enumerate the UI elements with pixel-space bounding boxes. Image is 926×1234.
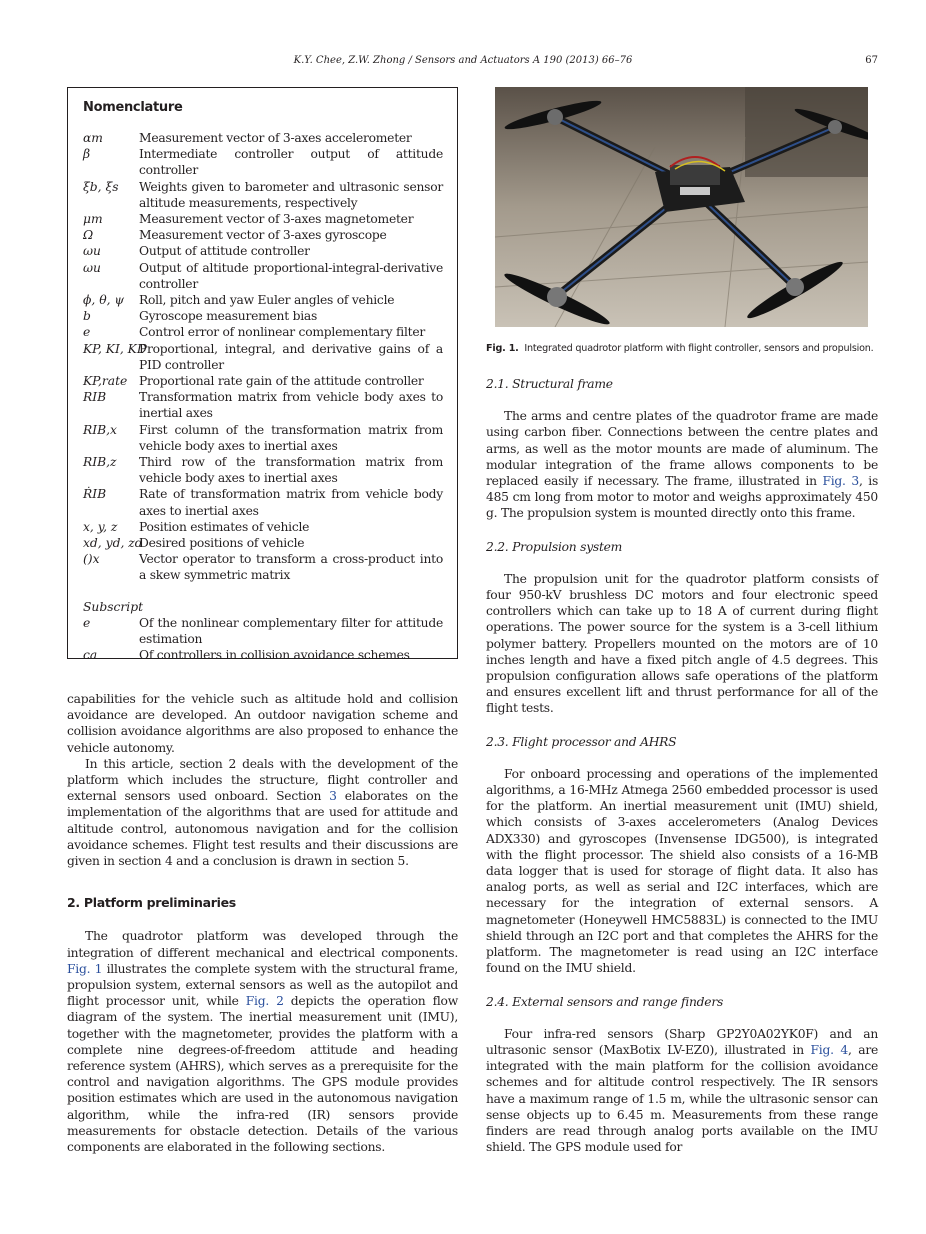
nomenclature-symbol: e — [83, 615, 91, 630]
nomenclature-symbol: ()x — [83, 552, 100, 567]
nomenclature-symbol: e — [83, 325, 91, 340]
subscript-list — [83, 615, 443, 664]
nomenclature-symbol: KP,rate — [83, 374, 128, 389]
paragraph-flight-processor: For onboard processing and operations of the implemented algorithms, a 16-MHz Atmega 2560 embedded processor is used for the platform. An inertial measurement unit (IMU) shield, which consists of 3-axes accelerometers (Analog Devices ADX330) and gyroscopes (Invensense IDG500), is integrated with the flight processor. The shield also consists of a 16-MB data logger that is used for storage of flight data. It also has analog ports, as well as serial and I2C interfaces, which are necessary for the integration of external sensors. A magnetometer (Honeywell HMC5883L) is connected to the IMU shield through an I2C port and that completes the AHRS for the platform. The magnetometer is read using an I2C interface found on the IMU shield. — [486, 766, 878, 976]
nomenclature-entry — [83, 227, 443, 243]
nomenclature-definition: Position estimates of vehicle — [139, 519, 310, 534]
text-run: elaborates on the implementation of the algorithms that are used for attitude and altitude control, autonomous navigation and for the collision avoidance schemes. Flight test results and their discussions are given in section 4 and a conclusion is drawn in section 5. — [67, 789, 458, 869]
subsection-heading: 2.1. Structural frame — [486, 377, 613, 391]
nomenclature-entry — [83, 422, 443, 454]
nomenclature-definition: Of the nonlinear complementary filter for attitude estimation — [139, 615, 443, 647]
paragraph-continuation: capabilities for the vehicle such as altitude hold and collision avoidance are developed. An outdoor navigation scheme and collision avoidance algorithms are also proposed to enhance the vehicle autonomy. — [67, 692, 458, 755]
right-column — [486, 376, 878, 1155]
caption-label: Fig. 1. — [486, 343, 519, 354]
nomenclature-definition: Vector operator to transform a cross-product into a skew symmetric matrix — [139, 552, 443, 583]
running-head-text: K.Y. Chee, Z.W. Zhong / Sensors and Actuators A 190 (2013) 66–76 — [293, 55, 633, 66]
fig4-link[interactable]: Fig. 4 — [810, 1042, 848, 1057]
nomenclature-entry — [83, 146, 443, 178]
nomenclature-definition: Control error of nonlinear complementary filter — [139, 325, 425, 340]
nomenclature-symbol: ωu — [83, 244, 101, 259]
section-heading: 2. Platform preliminaries — [67, 895, 236, 911]
subsection-heading: 2.2. Propulsion system — [486, 539, 623, 554]
nomenclature-entry — [83, 519, 443, 535]
nomenclature-symbol: RIB — [83, 390, 107, 405]
nomenclature-symbol: b — [83, 309, 91, 324]
figure-1-caption — [486, 343, 878, 354]
text-run: The arms and centre plates of the quadrotor frame are made using carbon fiber. Connections between the centre plates and arms, as well as the motor mounts are made of aluminum. The modular integration of the frame allows components to be replaced easily if necessary. The frame, illustrated in — [486, 409, 878, 489]
caption-text: Integrated quadrotor platform with flight controller, sensors and propulsion. — [524, 343, 874, 354]
paragraph-structural-frame — [486, 408, 878, 521]
fig3-link[interactable]: Fig. 3 — [822, 474, 859, 489]
text-run: , is 485 cm long from motor to motor and weighs approximately 450 g. The propulsion system is mounted directly onto this frame. — [486, 474, 879, 521]
paragraph-external-sensors — [486, 1026, 878, 1156]
page-number: 67 — [865, 55, 878, 66]
nomenclature-entry — [83, 179, 443, 211]
paragraph-article-outline — [67, 756, 458, 869]
nomenclature-symbol: αm — [83, 131, 103, 145]
nomenclature-definition: Weights given to barometer and ultrasonic sensor altitude measurements, respectively — [139, 179, 443, 210]
nomenclature-entry — [83, 130, 443, 146]
nomenclature-symbol: ϕ, θ, ψ — [83, 293, 125, 308]
subsection-heading: 2.3. Flight processor and AHRS — [486, 734, 677, 749]
nomenclature-title: Nomenclature — [83, 100, 183, 115]
nomenclature-entry — [83, 389, 443, 421]
nomenclature-definition: First column of the transformation matrix from vehicle body axes to inertial axes — [139, 422, 443, 453]
subscript-title: Subscript — [83, 599, 144, 614]
nomenclature-definition: Output of altitude proportional-integral-derivative controller — [139, 260, 443, 291]
nomenclature-definition: Intermediate controller output of attitude controller — [139, 147, 443, 178]
nomenclature-entry — [83, 211, 443, 227]
nomenclature-symbol: μm — [83, 212, 103, 227]
nomenclature-symbol: RIB,x — [83, 422, 117, 437]
nomenclature-list — [83, 130, 443, 584]
nomenclature-symbol: β — [83, 147, 91, 162]
text-run: The quadrotor platform was developed through the integration of different mechanical and electrical components. — [67, 929, 458, 960]
nomenclature-entry — [83, 243, 443, 259]
paragraph-platform-overview — [67, 928, 458, 1155]
fig1-link[interactable]: Fig. 1 — [67, 961, 103, 976]
quadrotor-photo — [495, 87, 868, 327]
nomenclature-definition: Proportional rate gain of the attitude controller — [139, 374, 424, 389]
left-column — [67, 691, 458, 1155]
nomenclature-definition: Of controllers in collision avoidance schemes — [139, 648, 410, 663]
nomenclature-symbol: KP, KI, KD — [83, 341, 147, 356]
nomenclature-definition: Measurement vector of 3-axes gyroscope — [139, 228, 387, 243]
nomenclature-entry — [83, 535, 443, 551]
nomenclature-symbol: ṘIB — [83, 487, 107, 502]
text-run: Four infra-red sensors (Sharp GP2Y0A02YK0F) and an ultrasonic sensor (MaxBotix LV-EZ0), illustrated in — [486, 1026, 878, 1057]
nomenclature-entry — [83, 260, 443, 292]
nomenclature-entry — [83, 647, 443, 663]
paragraph-propulsion: The propulsion unit for the quadrotor platform consists of four 950-kV brushless DC motors and four electronic speed controllers which can take up to 18 A of current during flight operations. The power source for the system is a 3-cell lithium polymer battery. Propellers mounted on the motors are of 10 inches length and have a fixed pitch angle of 4.5 degrees. This propulsion configuration allows safe operations of the platform and ensures excellent lift and thrust performance for all of the flight tests. — [486, 571, 878, 716]
nomenclature-definition: Transformation matrix from vehicle body axes to inertial axes — [139, 390, 443, 421]
nomenclature-entry — [83, 615, 443, 647]
nomenclature-symbol: ξb, ξs — [83, 179, 119, 194]
nomenclature-entry — [83, 486, 443, 518]
nomenclature-entry — [83, 373, 443, 389]
nomenclature-entry — [83, 324, 443, 340]
nomenclature-symbol: ca — [83, 648, 98, 663]
nomenclature-definition: Roll, pitch and yaw Euler angles of vehicle — [139, 293, 395, 308]
nomenclature-definition: Third row of the transformation matrix from vehicle body axes to inertial axes — [139, 455, 443, 486]
section-3-link[interactable]: 3 — [329, 789, 337, 804]
nomenclature-symbol: Ω — [83, 228, 94, 243]
nomenclature-entry — [83, 308, 443, 324]
nomenclature-symbol: ωu — [83, 260, 101, 275]
nomenclature-entry — [83, 551, 443, 583]
running-head — [0, 55, 926, 69]
fig2-link[interactable]: Fig. 2 — [245, 994, 284, 1009]
nomenclature-symbol: xd, yd, zd — [83, 536, 143, 551]
nomenclature-definition: Gyroscope measurement bias — [139, 309, 318, 324]
nomenclature-symbol: RIB,z — [83, 455, 117, 470]
nomenclature-entry — [83, 341, 443, 373]
nomenclature-entry — [83, 292, 443, 308]
text-run: In this article, section 2 deals with the development of the platform which includes the structure, flight controller and external sensors used onboard. Section — [67, 756, 458, 804]
text-run: depicts the operation flow diagram of the system. The inertial measurement unit (IMU), together with the magnetometer, provides the platform with a complete nine degrees-of-freedom attitude and heading reference system (AHRS), which serves as a prerequisite for the control and navigation algorithms. The GPS module provides position estimates which are used in the autonomous navigation algorithm, while the infra-red (IR) sensors provide measurements for obstacle detection. Details of the various components are elaborated in the following sections. — [67, 994, 458, 1155]
text-run: , are integrated with the main platform for the collision avoidance schemes and for altitude control respectively. The IR sensors have a maximum range of 1.5 m, while the ultrasonic sensor can sense objects up to 6.45 m. Measurements from these range finders are read through analog ports available on the IMU shield. The GPS module used for — [486, 1042, 878, 1155]
nomenclature-definition: Measurement vector of 3-axes accelerometer — [139, 131, 412, 145]
nomenclature-definition: Measurement vector of 3-axes magnetometer — [139, 212, 414, 227]
nomenclature-definition: Rate of transformation matrix from vehicle body axes to inertial axes — [139, 487, 443, 518]
subsection-heading: 2.4. External sensors and range finders — [486, 994, 724, 1009]
nomenclature-definition: Output of attitude controller — [139, 244, 310, 259]
nomenclature-definition: Proportional, integral, and derivative gains of a PID controller — [139, 341, 443, 372]
nomenclature-box — [67, 87, 458, 663]
nomenclature-definition: Desired positions of vehicle — [139, 536, 305, 551]
text-run: illustrates the complete system with the structural frame, propulsion system, external sensors as well as the autopilot and flight processor unit, while — [67, 961, 458, 1009]
nomenclature-entry — [83, 454, 443, 486]
figure-1-photo — [495, 87, 868, 327]
nomenclature-symbol: x, y, z — [83, 519, 118, 534]
